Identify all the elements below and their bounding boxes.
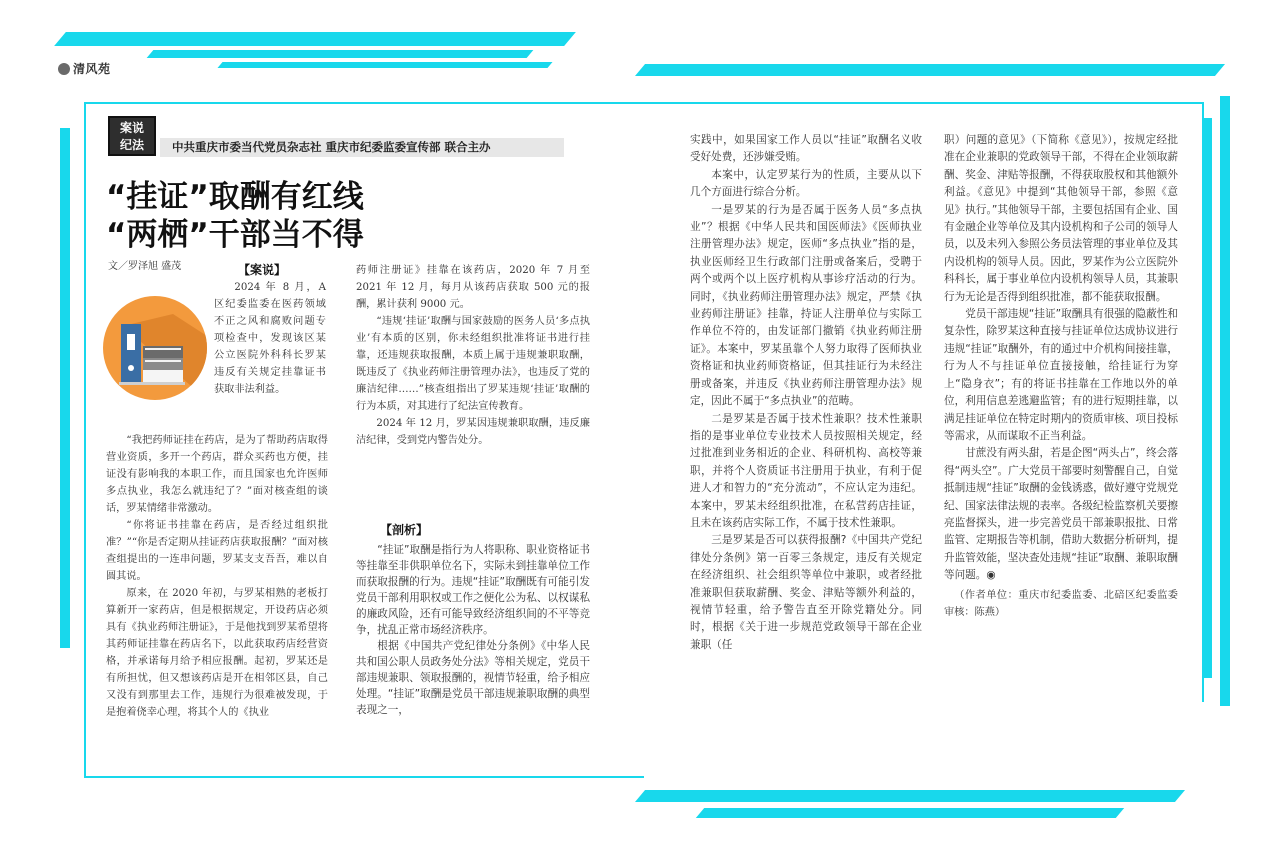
end-mark: ◉ bbox=[986, 569, 996, 582]
analysis-col4-para-3 bbox=[944, 445, 1178, 584]
binders-folders-illustration bbox=[103, 296, 207, 400]
analysis-col4-para-1: 职）问题的意见》（下简称《意见》），按规定经批准在企业兼职的党政领导干部，不得在企业领取薪酬、奖金、津贴等报酬，不得获取股权和其他额外利益。《意见》中提到“其他领导干部，参照《意见》执行。”其他领导干部，主要包括国有企业、国有金融企业等单位及其内设机构和子公司的领导人员，以及未列入参照公务员法管理的事业单位及其内设机构的领导人员。因此，罗某作为公立医院外科科长，属于事业单位内设机构领导人员，其兼职行为无论是否得到组织批准，都不能获取报酬。 bbox=[944, 134, 1178, 303]
analysis-heading: 【剖析】 bbox=[380, 523, 429, 537]
bottom-stripe-1 bbox=[635, 790, 1185, 802]
analysis-col4-para-3-text: 甘蔗没有两头甜，若是企图“两头占”，终会落得“两头空”。广大党员干部要时刻警醒自己，自觉抵制违规“挂证”取酬的金钱诱惑，做好遵守党规党纪、国家法律法规的表率。各级纪检监察机关要擦亮监督探头，进一步完善党员干部兼职报批、日常监管、定期报告等机制，借助大数据分析研判，提升监管效能，坚决查处违规“挂证”取酬、兼职取酬等问题。 bbox=[944, 447, 1178, 582]
bottom-stripe-2 bbox=[696, 808, 1124, 818]
section-label: 清风苑 bbox=[58, 60, 111, 77]
top-stripe-3 bbox=[217, 62, 552, 68]
case-para-3: 原来，在 2020 年初，与罗某相熟的老板打算新开一家药店，但是根据规定，开设药店必须具有《执业药师注册证》，于是他找到罗某希望将其药师证挂靠在药店名下，以此获取药店经营资格，并承诺每月给予相应报酬。起初，罗某还是有所担忧，但又想该药店是开在相邻区县，自己又没有到那里去工作，违规行为很难被发现，于是抱着侥幸心理，将其个人的《执业 bbox=[106, 588, 328, 718]
analysis-col3-para-4: 二是罗某是否属于技术性兼职？技术性兼职指的是事业单位专业技术人员按照相关规定，经过批准到业务相近的企业、科研机构、高校等兼职，并将个人资质证书注册用于执业，有利于促进人才和智力的“充分流动”，不应认定为违纪。本案中，罗某未经组织批准，在私营药店挂证，且未在该药店实际工作，不属于技术性兼职。 bbox=[690, 412, 922, 529]
sponsor-banner: 中共重庆市委当代党员杂志社 重庆市纪委监委宣传部 联合主办 bbox=[160, 138, 564, 157]
case-column-1-lower bbox=[106, 432, 328, 721]
case-para-2: “你将证书挂靠在药店，是否经过组织批准？”“你是否定期从挂证药店获取报酬？”面对核查组提出的一连串问题，罗某支支吾吾，难以自圆其说。 bbox=[106, 520, 328, 582]
top-stripe-1 bbox=[54, 32, 576, 46]
case-intro: 2024 年 8 月，A 区纪委监委在医药领域不正之风和腐败问题专项检查中，发现该区某公立医院外科科长罗某违反有关规定挂靠证书获取非法利益。 bbox=[214, 282, 326, 395]
analysis-col2-para-1: “挂证”取酬是指行为人将职称、职业资格证书等挂靠至非供职单位名下，实际未到挂靠单位工作而获取报酬的行为。违规“挂证”取酬既有可能引发党员干部利用职权或工作之便化公为私、以权谋私的廉政风险，还有可能导致经济组织间的不平等竞争，扰乱正常市场经济秩序。 bbox=[356, 544, 590, 636]
analysis-col2-para-2: 根据《中国共产党纪律处分条例》《中华人民共和国公职人员政务处分法》等相关规定，党员干部违规兼职、领取报酬的，视情节轻重，给予相应处理。“挂证”取酬是党员干部违规兼职取酬的典型表现之一， bbox=[356, 640, 590, 716]
column-badge bbox=[108, 116, 156, 156]
author-credit: （作者单位：重庆市纪委监委、北碚区纪委监委 审核：陈燕） bbox=[944, 589, 1178, 618]
case-column-1 bbox=[214, 262, 326, 398]
case-col2-para-2: “违规‘挂证’取酬与国家鼓励的医务人员‘多点执业’有本质的区别，你未经组织批准将证书进行挂靠，还违规获取报酬，本质上属于违规兼职取酬，既违反了《执业药师注册管理办法》，也违反了党的廉洁纪律……”核查组指出了罗某违规‘挂证’取酬的行为本质，对其进行了纪法宣传教育。 bbox=[356, 316, 590, 412]
frame-top-line bbox=[84, 102, 1204, 104]
top-stripe-2 bbox=[147, 50, 534, 58]
analysis-col3-para-5: 三是罗某是否可以获得报酬?《中国共产党纪律处分条例》第一百零三条规定，违反有关规定在经济组织、社会组织等单位中兼职，或者经批准兼职但获取薪酬、奖金、津贴等额外利益的，视情节轻重，给予警告直至开除党籍处分。同时，根据《关于进一步规范党政领导干部在企业兼职（任 bbox=[690, 534, 922, 651]
frame-left-line bbox=[84, 102, 86, 778]
leaf-seal-icon bbox=[58, 63, 70, 75]
author-line: 文／罗泽旭 盛茂 bbox=[108, 261, 182, 272]
title-line-1: “挂证”取酬有红线 bbox=[106, 179, 364, 215]
case-col2-para-3: 2024 年 12 月，罗某因违规兼职取酬，违反廉洁纪律，受到党内警告处分。 bbox=[356, 418, 590, 446]
analysis-col3-para-1: 实践中，如果国家工作人员以“挂证”取酬名义收受好处费，还涉嫌受贿。 bbox=[690, 134, 922, 164]
badge-line-2: 纪法 bbox=[119, 138, 144, 152]
left-stripe bbox=[60, 128, 70, 648]
analysis-col3-para-2: 本案中，认定罗某行为的性质，主要从以下几个方面进行综合分析。 bbox=[690, 168, 922, 199]
analysis-column-2 bbox=[356, 522, 590, 718]
case-col2-para-1: 药师注册证》挂靠在该药店，2020 年 7 月至 2021 年 12 月，每月从该药店获取 500 元的报酬，累计获利 9000 元。 bbox=[356, 265, 590, 310]
analysis-column-3 bbox=[690, 132, 922, 654]
badge-line-1: 案说 bbox=[119, 121, 144, 135]
frame-bottom-line bbox=[84, 776, 644, 778]
case-heading: 【案说】 bbox=[238, 263, 287, 277]
analysis-col4-para-2: 党员干部违规“挂证”取酬具有很强的隐蔽性和复杂性，除罗某这种直接与挂证单位达成协议进行违规“挂证”取酬外，有的通过中介机构间接挂靠，行为人不与挂证单位直接接触，给挂证行为穿上“隐身衣”；有的将证书挂靠在工作地以外的单位，利用信息差逃避监管；有的进行短期挂靠，以满足挂证单位在特定时期内的资质审核、项目投标等需求，从而谋取不正当利益。 bbox=[944, 308, 1178, 442]
case-column-2 bbox=[356, 262, 590, 449]
case-para-1: “我把药师证挂在药店，是为了帮助药店取得营业资质，多开一个药店，群众买药也方便，挂证没有影响我的本职工作，而且国家也允许医师多点执业，我怎么就违纪了？”面对核查组的谈话，罗某情绪非常激动。 bbox=[106, 435, 328, 514]
title-line-2: “两栖”干部当不得 bbox=[106, 217, 364, 253]
top-right-stripe bbox=[635, 64, 1225, 76]
article-title bbox=[106, 178, 364, 254]
analysis-column-4 bbox=[944, 132, 1178, 621]
right-stripe-2 bbox=[1220, 96, 1230, 706]
frame-right-line bbox=[1202, 102, 1204, 702]
analysis-col3-para-3: 一是罗某的行为是否属于医务人员“多点执业”？根据《中华人民共和国医师法》《医师执业注册管理办法》规定，医师“多点执业”指的是，执业医师经卫生行政部门注册或备案后，受聘于两个或两个以上医疗机构从事诊疗活动的行为。同时，《执业药师注册管理办法》规定，严禁《执业药师注册证》挂靠，持证人注册单位与实际工作单位不符的，由发证部门撤销《执业药师注册证》。本案中，罗某虽靠个人努力取得了医师执业资格证和执业药师资格证，但其挂证行为未经注册或备案，并违反《执业药师注册管理办法》规定，因此不属于“多点执业”的范畴。 bbox=[690, 203, 922, 408]
